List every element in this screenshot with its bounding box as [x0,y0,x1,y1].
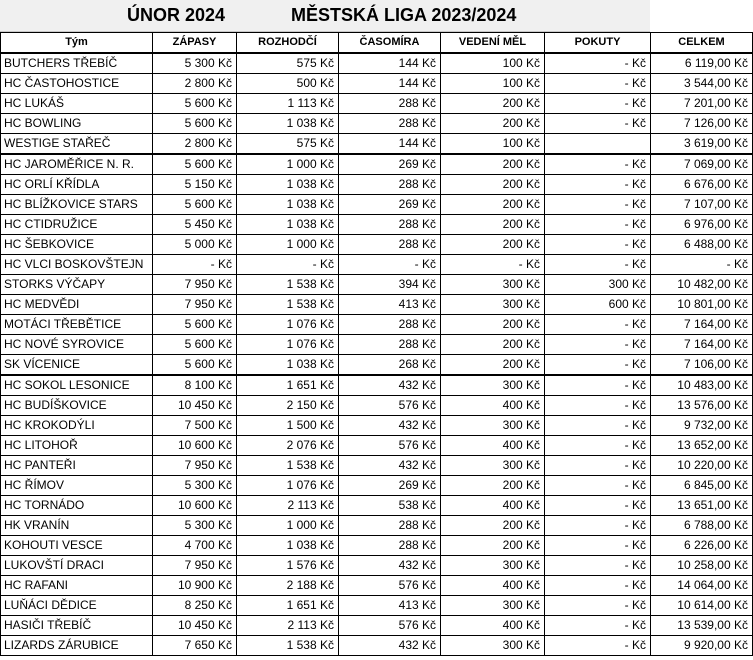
leadership-cell: 200 Kč [441,335,545,355]
table-row [1,53,753,74]
referees-cell: 2 076 Kč [237,436,339,456]
timekeeping-cell: 576 Kč [339,396,441,416]
table-row [1,516,753,536]
timekeeping-cell: 394 Kč [339,275,441,295]
leadership-cell: 300 Kč [441,556,545,576]
fines-cell: - Kč [545,616,651,636]
column-header-total: CELKEM [651,33,753,54]
matches-cell: 5 300 Kč [153,476,237,496]
timekeeping-cell: 413 Kč [339,295,441,315]
fines-cell: - Kč [545,456,651,476]
leadership-cell: 100 Kč [441,53,545,74]
total-cell: 10 220,00 Kč [651,456,753,476]
referees-cell: 1 538 Kč [237,636,339,656]
fines-cell: - Kč [545,235,651,255]
total-cell: 3 544,00 Kč [651,74,753,94]
table-row [1,616,753,636]
table-row [1,355,753,376]
leadership-cell: 200 Kč [441,355,545,376]
total-cell: 7 126,00 Kč [651,114,753,134]
table-row [1,215,753,235]
table-row [1,436,753,456]
total-cell: 6 676,00 Kč [651,175,753,195]
total-cell: - Kč [651,255,753,275]
leadership-cell: 200 Kč [441,315,545,335]
timekeeping-cell: 432 Kč [339,556,441,576]
fines-cell: - Kč [545,556,651,576]
matches-cell: 10 450 Kč [153,396,237,416]
team-cell: HC MEDVĚDI [1,295,153,315]
total-cell: 13 576,00 Kč [651,396,753,416]
matches-cell: 10 900 Kč [153,576,237,596]
referees-cell: 1 113 Kč [237,94,339,114]
leadership-cell: 400 Kč [441,436,545,456]
timekeeping-cell: - Kč [339,255,441,275]
timekeeping-cell: 288 Kč [339,114,441,134]
total-cell: 10 258,00 Kč [651,556,753,576]
referees-cell: 1 651 Kč [237,375,339,396]
table-row [1,315,753,335]
team-cell: HC SOKOL LESONICE [1,375,153,396]
timekeeping-cell: 576 Kč [339,436,441,456]
fines-cell: - Kč [545,375,651,396]
total-cell: 9 920,00 Kč [651,636,753,656]
team-cell: HC LITOHOŘ [1,436,153,456]
team-cell: HC ČASTOHOSTICE [1,74,153,94]
matches-cell: 7 500 Kč [153,416,237,436]
leadership-cell: 100 Kč [441,74,545,94]
referees-cell: 1 500 Kč [237,416,339,436]
timekeeping-cell: 288 Kč [339,335,441,355]
table-row [1,175,753,195]
total-cell: 7 164,00 Kč [651,335,753,355]
team-cell: HC BOWLING [1,114,153,134]
timekeeping-cell: 413 Kč [339,596,441,616]
matches-cell: - Kč [153,255,237,275]
timekeeping-cell: 576 Kč [339,576,441,596]
leadership-cell: 400 Kč [441,396,545,416]
total-cell: 9 732,00 Kč [651,416,753,436]
timekeeping-cell: 576 Kč [339,616,441,636]
total-cell: 10 614,00 Kč [651,596,753,616]
matches-cell: 5 300 Kč [153,53,237,74]
matches-cell: 5 600 Kč [153,114,237,134]
referees-cell: 1 076 Kč [237,335,339,355]
referees-cell: 575 Kč [237,134,339,155]
table-row [1,154,753,175]
referees-cell: 1 038 Kč [237,215,339,235]
fines-cell: - Kč [545,175,651,195]
table-row [1,94,753,114]
matches-cell: 7 650 Kč [153,636,237,656]
table-row [1,74,753,94]
timekeeping-cell: 288 Kč [339,175,441,195]
total-cell: 10 483,00 Kč [651,375,753,396]
timekeeping-cell: 144 Kč [339,134,441,155]
team-cell: HC CTIDRUŽICE [1,215,153,235]
matches-cell: 2 800 Kč [153,74,237,94]
team-cell: HC KROKODÝLI [1,416,153,436]
referees-cell: 2 150 Kč [237,396,339,416]
matches-cell: 10 600 Kč [153,496,237,516]
total-cell: 7 164,00 Kč [651,315,753,335]
referees-cell: 575 Kč [237,53,339,74]
team-cell: LIZARDS ZÁRUBICE [1,636,153,656]
referees-cell: 1 038 Kč [237,195,339,215]
month-title: ÚNOR 2024 [127,5,226,25]
header-row [1,33,753,54]
leadership-cell: 200 Kč [441,94,545,114]
timekeeping-cell: 538 Kč [339,496,441,516]
fines-cell: - Kč [545,53,651,74]
fees-table [0,32,753,656]
team-cell: HC NOVÉ SYROVICE [1,335,153,355]
team-cell: KOHOUTI VESCE [1,536,153,556]
timekeeping-cell: 288 Kč [339,315,441,335]
matches-cell: 7 950 Kč [153,275,237,295]
table-row [1,456,753,476]
timekeeping-cell: 432 Kč [339,375,441,396]
matches-cell: 8 250 Kč [153,596,237,616]
timekeeping-cell: 432 Kč [339,456,441,476]
matches-cell: 2 800 Kč [153,134,237,155]
matches-cell: 5 600 Kč [153,154,237,175]
total-cell: 13 651,00 Kč [651,496,753,516]
referees-cell: 1 538 Kč [237,456,339,476]
referees-cell: 2 113 Kč [237,616,339,636]
team-cell: HK VRANÍN [1,516,153,536]
leadership-cell: 200 Kč [441,114,545,134]
fines-cell: - Kč [545,576,651,596]
team-cell: HC BUDÍŠKOVICE [1,396,153,416]
team-cell: HC TORNÁDO [1,496,153,516]
timekeeping-cell: 144 Kč [339,53,441,74]
team-cell: LUŇÁCI DĚDICE [1,596,153,616]
table-row [1,636,753,656]
total-cell: 7 106,00 Kč [651,355,753,376]
matches-cell: 8 100 Kč [153,375,237,396]
team-cell: BUTCHERS TŘEBÍČ [1,53,153,74]
fines-cell: - Kč [545,396,651,416]
referees-cell: 1 038 Kč [237,536,339,556]
table-row [1,496,753,516]
total-cell: 13 652,00 Kč [651,436,753,456]
table-row [1,536,753,556]
fines-cell: - Kč [545,154,651,175]
referees-cell: 1 000 Kč [237,154,339,175]
fines-cell: - Kč [545,636,651,656]
total-cell: 6 488,00 Kč [651,235,753,255]
team-cell: HC VLCI BOSKOVŠTEJN [1,255,153,275]
team-cell: HC ŠEBKOVICE [1,235,153,255]
title-row [0,0,753,32]
referees-cell: 2 113 Kč [237,496,339,516]
total-cell: 13 539,00 Kč [651,616,753,636]
fines-cell: - Kč [545,114,651,134]
timekeeping-cell: 269 Kč [339,195,441,215]
timekeeping-cell: 269 Kč [339,154,441,175]
table-row [1,114,753,134]
team-cell: HC JAROMĚŘICE N. R. [1,154,153,175]
column-header-fines: POKUTY [545,33,651,54]
total-cell: 7 107,00 Kč [651,195,753,215]
referees-cell: 1 076 Kč [237,315,339,335]
table-row [1,295,753,315]
total-cell: 10 801,00 Kč [651,295,753,315]
fines-cell: - Kč [545,476,651,496]
team-cell: WESTIGE STAŘEČ [1,134,153,155]
leadership-cell: 300 Kč [441,636,545,656]
table-row [1,375,753,396]
matches-cell: 7 950 Kč [153,456,237,476]
referees-cell: - Kč [237,255,339,275]
table-row [1,255,753,275]
leadership-cell: 400 Kč [441,616,545,636]
fines-cell: - Kč [545,355,651,376]
leadership-cell: 200 Kč [441,536,545,556]
referees-cell: 500 Kč [237,74,339,94]
total-cell: 6 845,00 Kč [651,476,753,496]
timekeeping-cell: 144 Kč [339,74,441,94]
leadership-cell: 200 Kč [441,154,545,175]
fines-cell [545,134,651,155]
timekeeping-cell: 288 Kč [339,94,441,114]
referees-cell: 1 076 Kč [237,476,339,496]
table-row [1,235,753,255]
team-cell: HC ŘÍMOV [1,476,153,496]
total-cell: 6 976,00 Kč [651,215,753,235]
timekeeping-cell: 288 Kč [339,536,441,556]
leadership-cell: 200 Kč [441,215,545,235]
total-cell: 6 788,00 Kč [651,516,753,536]
matches-cell: 5 600 Kč [153,335,237,355]
referees-cell: 1 000 Kč [237,516,339,536]
referees-cell: 1 576 Kč [237,556,339,576]
team-cell: STORKS VÝČAPY [1,275,153,295]
fines-cell: - Kč [545,74,651,94]
column-header-timekeeping: ČASOMÍRA [339,33,441,54]
timekeeping-cell: 268 Kč [339,355,441,376]
leadership-cell: 200 Kč [441,235,545,255]
matches-cell: 10 450 Kč [153,616,237,636]
fines-cell: - Kč [545,255,651,275]
league-title: MĚSTSKÁ LIGA 2023/2024 [291,5,517,25]
referees-cell: 2 188 Kč [237,576,339,596]
matches-cell: 5 300 Kč [153,516,237,536]
referees-cell: 1 038 Kč [237,114,339,134]
table-row [1,275,753,295]
total-cell: 6 226,00 Kč [651,536,753,556]
fines-cell: - Kč [545,436,651,456]
timekeeping-cell: 432 Kč [339,416,441,436]
leadership-cell: 200 Kč [441,195,545,215]
referees-cell: 1 000 Kč [237,235,339,255]
team-cell: MOTÁCI TŘEBĚTICE [1,315,153,335]
matches-cell: 10 600 Kč [153,436,237,456]
table-row [1,396,753,416]
fines-cell: - Kč [545,315,651,335]
leadership-cell: 400 Kč [441,576,545,596]
fines-cell: - Kč [545,416,651,436]
fines-cell: - Kč [545,195,651,215]
leadership-cell: 300 Kč [441,416,545,436]
fines-cell: - Kč [545,536,651,556]
leadership-cell: 100 Kč [441,134,545,155]
matches-cell: 5 600 Kč [153,355,237,376]
fines-cell: - Kč [545,335,651,355]
leadership-cell: 300 Kč [441,295,545,315]
table-row [1,596,753,616]
fines-cell: - Kč [545,596,651,616]
table-row [1,576,753,596]
leadership-cell: 200 Kč [441,516,545,536]
leadership-cell: 400 Kč [441,496,545,516]
table-row [1,134,753,155]
team-cell: HASIČI TŘEBÍČ [1,616,153,636]
leadership-cell: 300 Kč [441,456,545,476]
referees-cell: 1 038 Kč [237,175,339,195]
referees-cell: 1 538 Kč [237,295,339,315]
team-cell: HC RAFANI [1,576,153,596]
referees-cell: 1 651 Kč [237,596,339,616]
matches-cell: 5 150 Kč [153,175,237,195]
table-row [1,476,753,496]
fines-cell: - Kč [545,215,651,235]
column-header-referees: ROZHODČÍ [237,33,339,54]
total-cell: 10 482,00 Kč [651,275,753,295]
team-cell: HC ORLÍ KŘÍDLA [1,175,153,195]
team-cell: HC BLÍŽKOVICE STARS [1,195,153,215]
leadership-cell: - Kč [441,255,545,275]
matches-cell: 5 600 Kč [153,315,237,335]
team-cell: LUKOVŠTÍ DRACI [1,556,153,576]
table-row [1,556,753,576]
referees-cell: 1 538 Kč [237,275,339,295]
fines-cell: - Kč [545,496,651,516]
fines-cell: 300 Kč [545,275,651,295]
timekeeping-cell: 288 Kč [339,215,441,235]
total-cell: 3 619,00 Kč [651,134,753,155]
total-cell: 7 201,00 Kč [651,94,753,114]
team-cell: SK VÍCENICE [1,355,153,376]
table-row [1,416,753,436]
leadership-cell: 300 Kč [441,596,545,616]
leadership-cell: 300 Kč [441,275,545,295]
timekeeping-cell: 288 Kč [339,235,441,255]
matches-cell: 4 700 Kč [153,536,237,556]
fines-cell: - Kč [545,516,651,536]
table-row [1,335,753,355]
matches-cell: 7 950 Kč [153,295,237,315]
timekeeping-cell: 432 Kč [339,636,441,656]
matches-cell: 5 000 Kč [153,235,237,255]
column-header-team: Tým [1,33,153,54]
column-header-leadership: VEDENÍ MĚL [441,33,545,54]
leadership-cell: 200 Kč [441,175,545,195]
fines-cell: 600 Kč [545,295,651,315]
total-cell: 14 064,00 Kč [651,576,753,596]
fines-cell: - Kč [545,94,651,114]
timekeeping-cell: 288 Kč [339,516,441,536]
column-header-matches: ZÁPASY [153,33,237,54]
timekeeping-cell: 269 Kč [339,476,441,496]
team-cell: HC LUKÁŠ [1,94,153,114]
total-cell: 6 119,00 Kč [651,53,753,74]
total-cell: 7 069,00 Kč [651,154,753,175]
matches-cell: 5 600 Kč [153,94,237,114]
matches-cell: 5 600 Kč [153,195,237,215]
table-body [1,53,753,656]
leadership-cell: 200 Kč [441,476,545,496]
team-cell: HC PANTEŘI [1,456,153,476]
matches-cell: 5 450 Kč [153,215,237,235]
leadership-cell: 300 Kč [441,375,545,396]
table-row [1,195,753,215]
referees-cell: 1 038 Kč [237,355,339,376]
matches-cell: 7 950 Kč [153,556,237,576]
